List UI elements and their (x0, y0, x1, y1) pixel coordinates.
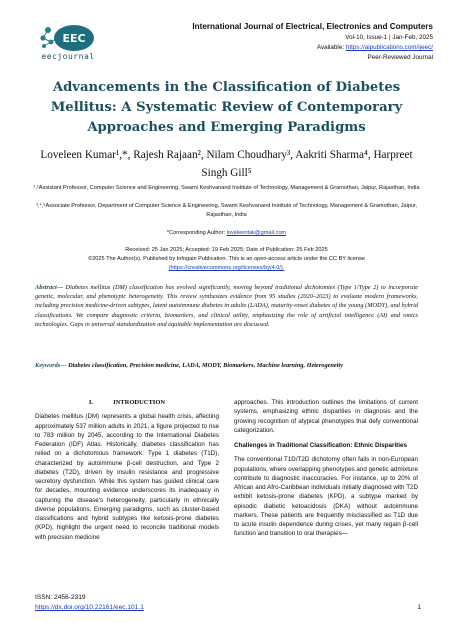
copyright-line: ©2025 The Author(s). Published by Infogain Publication. This is an open-access article under the CC BY license (88, 256, 365, 262)
right-column (234, 398, 418, 539)
abstract (35, 283, 418, 329)
volume-line: Vol-10, Issue-1 | Jan-Feb, 2025 (345, 34, 433, 41)
corresponding-prefix: *Corresponding Author: (166, 230, 227, 236)
corresponding-email-link[interactable]: loveleentak@gmail.com (226, 230, 287, 236)
available-line (317, 44, 433, 51)
keywords-text: Diabetes classification, Precision medicine, LADA, MODY, Biomarkers, Machine learning, Heterogeneity (66, 362, 343, 369)
journal-name: International Journal of Electrical, Electronics and Computers (192, 22, 433, 31)
intro-paragraph-1: Diabetes mellitus (DM) represents a global health crisis, affecting approximately 537 million adults in 2021, a figure projected to rise to 783 million by 2045, according to the International Diabetes Federation (IDF) Atlas. Historically, diabetes classification has relied on a dichotomous framework: Type 1 diabetes (T1D), characterized by autoimmune β-cell destruction, and Type 2 diabetes (T2D), driven by insulin resistance and progressive secretory dysfunction. While this system has guided clinical care for decades, mounting evidence underscores its inadequacy in capturing the disease's heterogeneity, particularly in ethnically diverse populations. Emerging paradigms, such as cluster-based classifications and hybrid subtypes like ketosis-prone diabetes (KPD), highlight the urgent need to reconcile traditional models with precision medicine (35, 413, 219, 541)
corresponding-author (32, 229, 421, 238)
license-link-line (32, 264, 421, 273)
doi-link[interactable]: https://dx.doi.org/10.22161/eec.101.1 (35, 604, 144, 611)
publication-dates: Received: 25 Jan 2025; Accepted: 19 Feb 2025; Date of Publication: 25 Feb 2025 (125, 247, 328, 253)
page-number: 1 (417, 604, 421, 611)
left-column (35, 398, 219, 542)
affiliation-1: ¹,²Assistant Professor, Computer Science and Engineering, Swami Keshvanand Institute of Technology, Management & Gramothan, Jaipur, Rajasthan, India (33, 185, 420, 191)
abstract-text: Diabetes mellitus (DM) classification has evolved significantly, moving beyond traditional dichotomies (Type 1/Type 2) to incorporate genetic, molecular, and phenotypic heterogeneity. This review synthesizes evidence from 95 studies (2020–2023) to evaluate modern frameworks, including precision medicine-driven subtypes, latent autoimmune diabetes in adults (LADA), maturity-onset diabetes of the young (MODY), and hybrid classifications. We compare diagnostic criteria, biomarkers, and clinical utility, emphasizing the role of artificial intelligence (AI) and omics technologies. Gaps in universal standardization and equitable implementation are discussed. (35, 284, 418, 328)
section-title: INTRODUCTION (113, 399, 166, 406)
affiliation-2: ³,⁴,⁵Associate Professor, Department of Computer Science & Engineering, Swami Keshvanand Institute of Technology, Management & Gramothan, Jaipur, Rajasthan, India (35, 203, 418, 218)
section-number: I. (88, 399, 94, 406)
section-heading-introduction (35, 398, 219, 407)
journal-url-link[interactable]: https://aipublications.com/ijeec/ (345, 44, 433, 51)
authors: Loveleen Kumar¹,*, Rajesh Rajaan², Nilam Choudhary³, Aakriti Sharma⁴, Harpreet Singh Gill⁵ (40, 149, 413, 179)
ethnic-disparities-paragraph: The conventional T1D/T2D dichotomy often fails in non-European populations, where overlapping phenotypes and genetic admixture contribute to diagnostic inaccuracies. For instance, up to 20% of African and Afro-Caribbean individuals initially diagnosed with T2D exhibit ketosis-prone diabetes (KPD), a subtype marked by episodic diabetic ketoacidosis (DKA) without autoimmune markers. These patients are frequently misclassified as T1D due to acute insulin dependence during crises, yet many regain β-cell function and transition to oral therapies— (234, 456, 418, 538)
intro-paragraph-2: approaches. This introduction outlines the limitations of current systems, emphasizing ethnic disparities in diagnosis and the growing recognition of atypical phenotypes that defy conventional categorization. (234, 399, 418, 434)
logo-text: eecjournal (41, 52, 95, 61)
available-prefix: Available: (316, 44, 346, 51)
keywords (35, 361, 418, 370)
peer-review-label: Peer-Reviewed Journal (367, 54, 433, 61)
keywords-label: Keywords— (35, 362, 67, 369)
subsection-heading: Challenges in Traditional Classification: Ethnic Disparities (234, 442, 407, 449)
paper-title: Advancements in the Classification of Diabetes Mellitus: A Systematic Review of Contemporary Approaches and Emerging Paradigms (50, 80, 403, 135)
abstract-label: Abstract— (35, 284, 63, 291)
svg-text:EEC: EEC (62, 32, 86, 45)
license-link[interactable]: (https://creativecommons.org/licenses/by/4.0/). (168, 265, 285, 271)
issn: ISSN: 2456-2319 (35, 594, 86, 601)
